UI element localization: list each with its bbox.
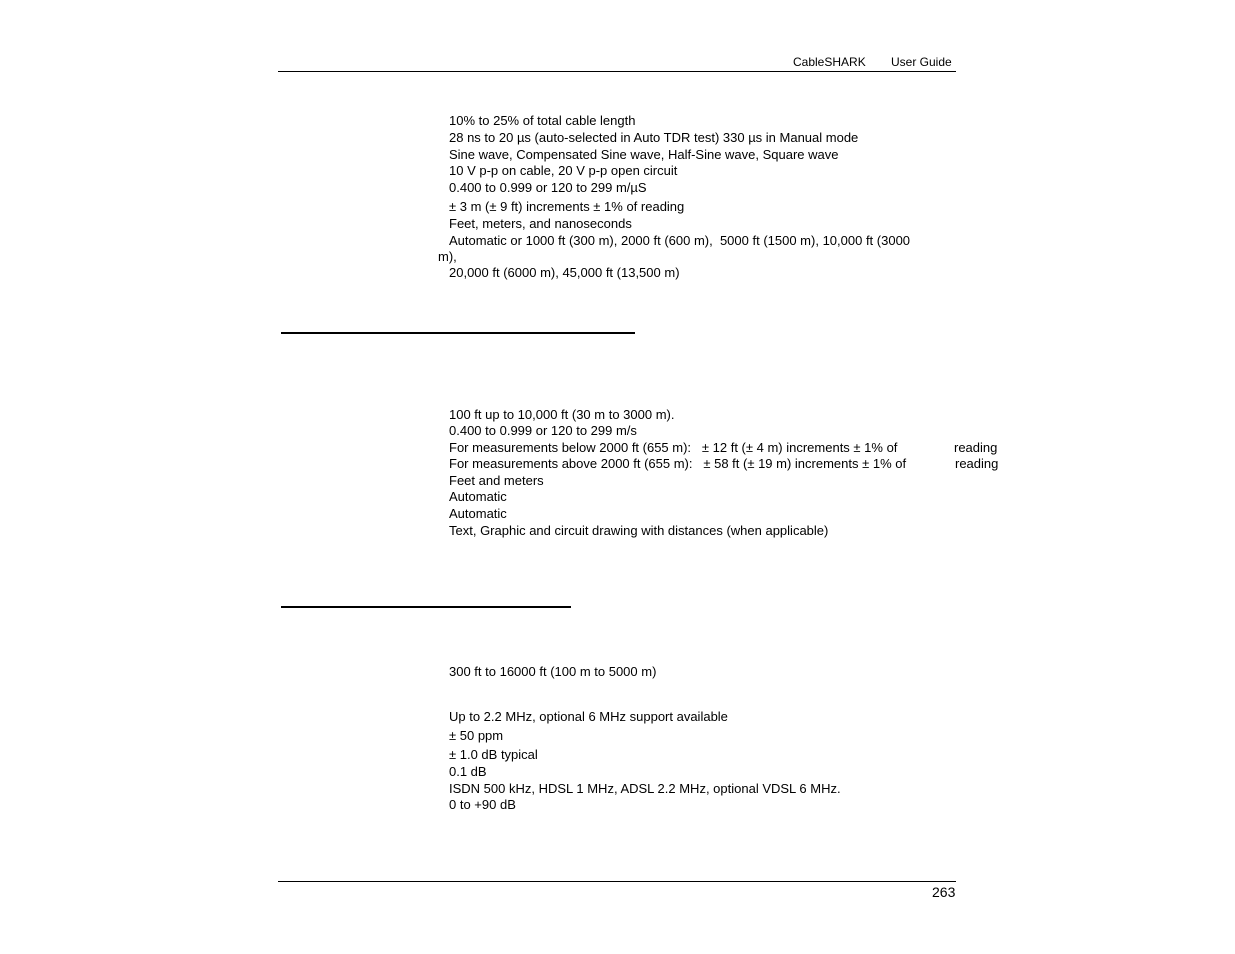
spec-line: Automatic bbox=[449, 489, 507, 504]
spec-line: 28 ns to 20 µs (auto-selected in Auto TDR test) 330 µs in Manual mode bbox=[449, 130, 859, 145]
spec-line: ± 3 m (± 9 ft) increments ± 1% of reading bbox=[449, 199, 685, 214]
spec-line: ± 1.0 dB typical bbox=[449, 747, 538, 762]
spec-line: Feet and meters bbox=[449, 473, 544, 488]
spec-line: Automatic or 1000 ft (300 m), 2000 ft (600 m), 5000 ft (1500 m), 10,000 ft (3000 bbox=[449, 233, 911, 248]
spec-line: 100 ft up to 10,000 ft (30 m to 3000 m). bbox=[449, 407, 675, 422]
spec-line-trailing: reading bbox=[954, 440, 998, 455]
spec-line: 300 ft to 16000 ft (100 m to 5000 m) bbox=[449, 664, 657, 679]
spec-line-trailing: reading bbox=[955, 456, 999, 471]
spec-line: ISDN 500 kHz, HDSL 1 MHz, ADSL 2.2 MHz, optional VDSL 6 MHz. bbox=[449, 781, 841, 796]
spec-line: 0.400 to 0.999 or 120 to 299 m/s bbox=[449, 423, 637, 438]
spec-line: 0 to +90 dB bbox=[449, 797, 516, 812]
spec-line: ± 50 ppm bbox=[449, 728, 504, 743]
spec-line-wrap: m), bbox=[438, 249, 457, 264]
section-rule bbox=[281, 606, 571, 608]
header-guide-title: User Guide bbox=[891, 55, 952, 69]
spec-line: Text, Graphic and circuit drawing with distances (when applicable) bbox=[449, 523, 829, 538]
page-number: 263 bbox=[932, 884, 956, 900]
header-rule bbox=[278, 71, 956, 72]
spec-line: 10% to 25% of total cable length bbox=[449, 113, 636, 128]
spec-line: For measurements above 2000 ft (655 m): ± 58 ft (± 19 m) increments ± 1% of bbox=[449, 456, 907, 471]
spec-line: 20,000 ft (6000 m), 45,000 ft (13,500 m) bbox=[449, 265, 680, 280]
spec-line: 0.400 to 0.999 or 120 to 299 m/µS bbox=[449, 180, 647, 195]
section-rule bbox=[281, 332, 635, 334]
spec-line: Feet, meters, and nanoseconds bbox=[449, 216, 632, 231]
spec-line: Up to 2.2 MHz, optional 6 MHz support available bbox=[449, 709, 728, 724]
spec-line: Automatic bbox=[449, 506, 507, 521]
spec-line: Sine wave, Compensated Sine wave, Half-Sine wave, Square wave bbox=[449, 147, 839, 162]
spec-line: 0.1 dB bbox=[449, 764, 487, 779]
spec-line: 10 V p-p on cable, 20 V p-p open circuit bbox=[449, 163, 678, 178]
spec-line: For measurements below 2000 ft (655 m): ± 12 ft (± 4 m) increments ± 1% of bbox=[449, 440, 898, 455]
header-product-name: CableSHARK bbox=[793, 55, 866, 69]
footer-rule bbox=[278, 881, 956, 882]
